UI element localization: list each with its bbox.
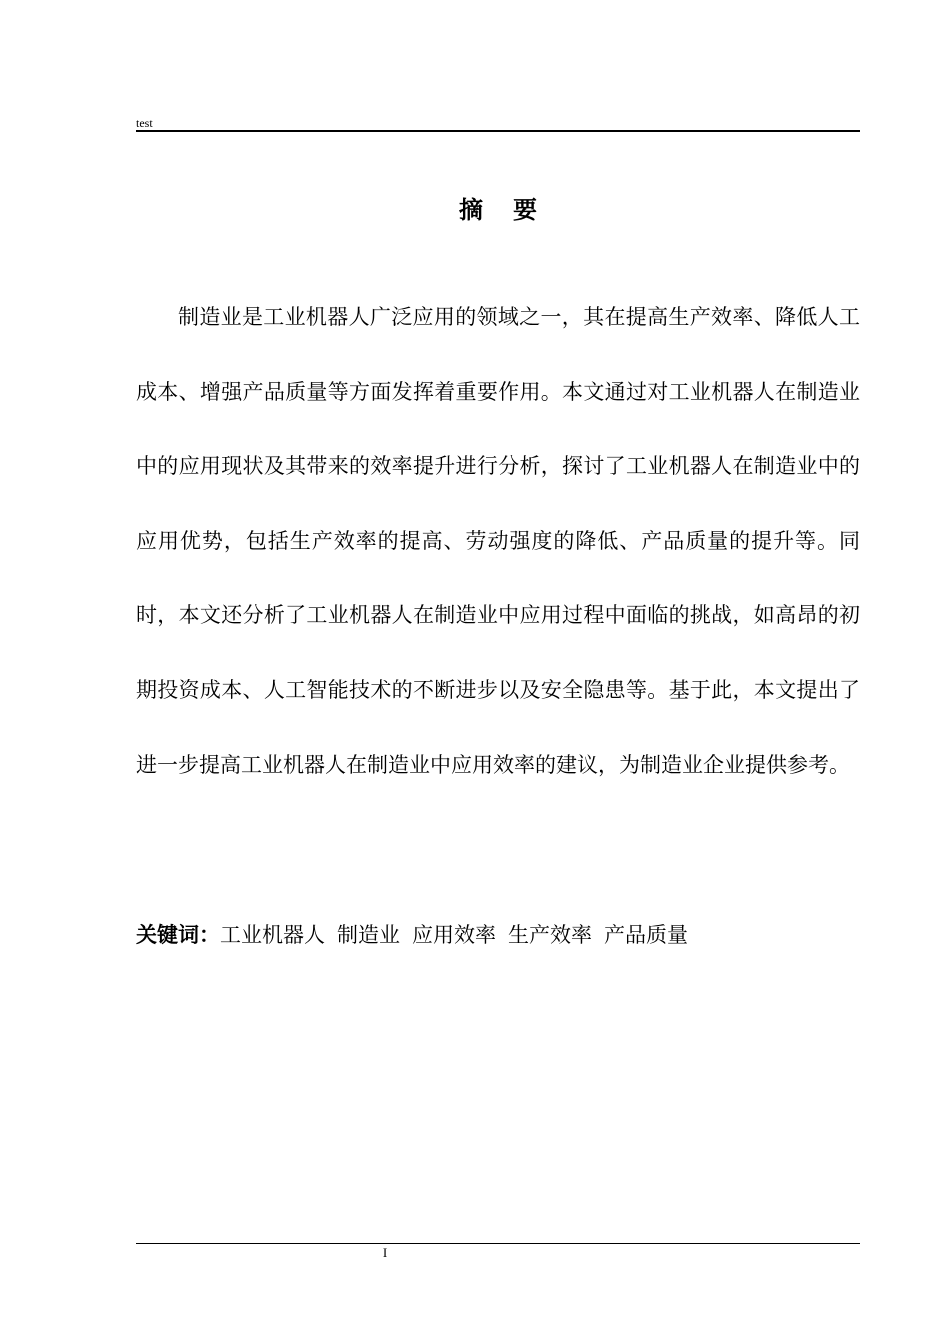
header-rule	[136, 130, 860, 132]
keyword: 生产效率	[508, 923, 592, 947]
header-text: test	[136, 116, 153, 130]
keyword: 产品质量	[604, 923, 688, 947]
keyword: 工业机器人	[220, 923, 325, 947]
page-number: I	[382, 1245, 388, 1260]
abstract-body: 制造业是工业机器人广泛应用的领域之一，其在提高生产效率、降低人工成本、增强产品质量等方面发挥着重要作用。本文通过对工业机器人在制造业中的应用现状及其带来的效率提升进行分析，探讨了工业机器人在制造业中的应用优势，包括生产效率的提高、劳动强度的降低、产品质量的提升等。同时，本文还分析了工业机器人在制造业中应用过程中面临的挑战，如高昂的初期投资成本、人工智能技术的不断进步以及安全隐患等。基于此，本文提出了进一步提高工业机器人在制造业中应用效率的建议，为制造业企业提供参考。	[136, 305, 860, 777]
title-char: 要	[513, 196, 537, 224]
abstract-title	[136, 193, 860, 227]
keyword: 应用效率	[412, 923, 496, 947]
keywords-label: 关键词：	[136, 923, 220, 947]
footer-rule	[136, 1243, 860, 1244]
keywords-line	[136, 918, 860, 952]
title-char: 摘	[459, 196, 483, 224]
keyword: 制造业	[337, 923, 400, 947]
